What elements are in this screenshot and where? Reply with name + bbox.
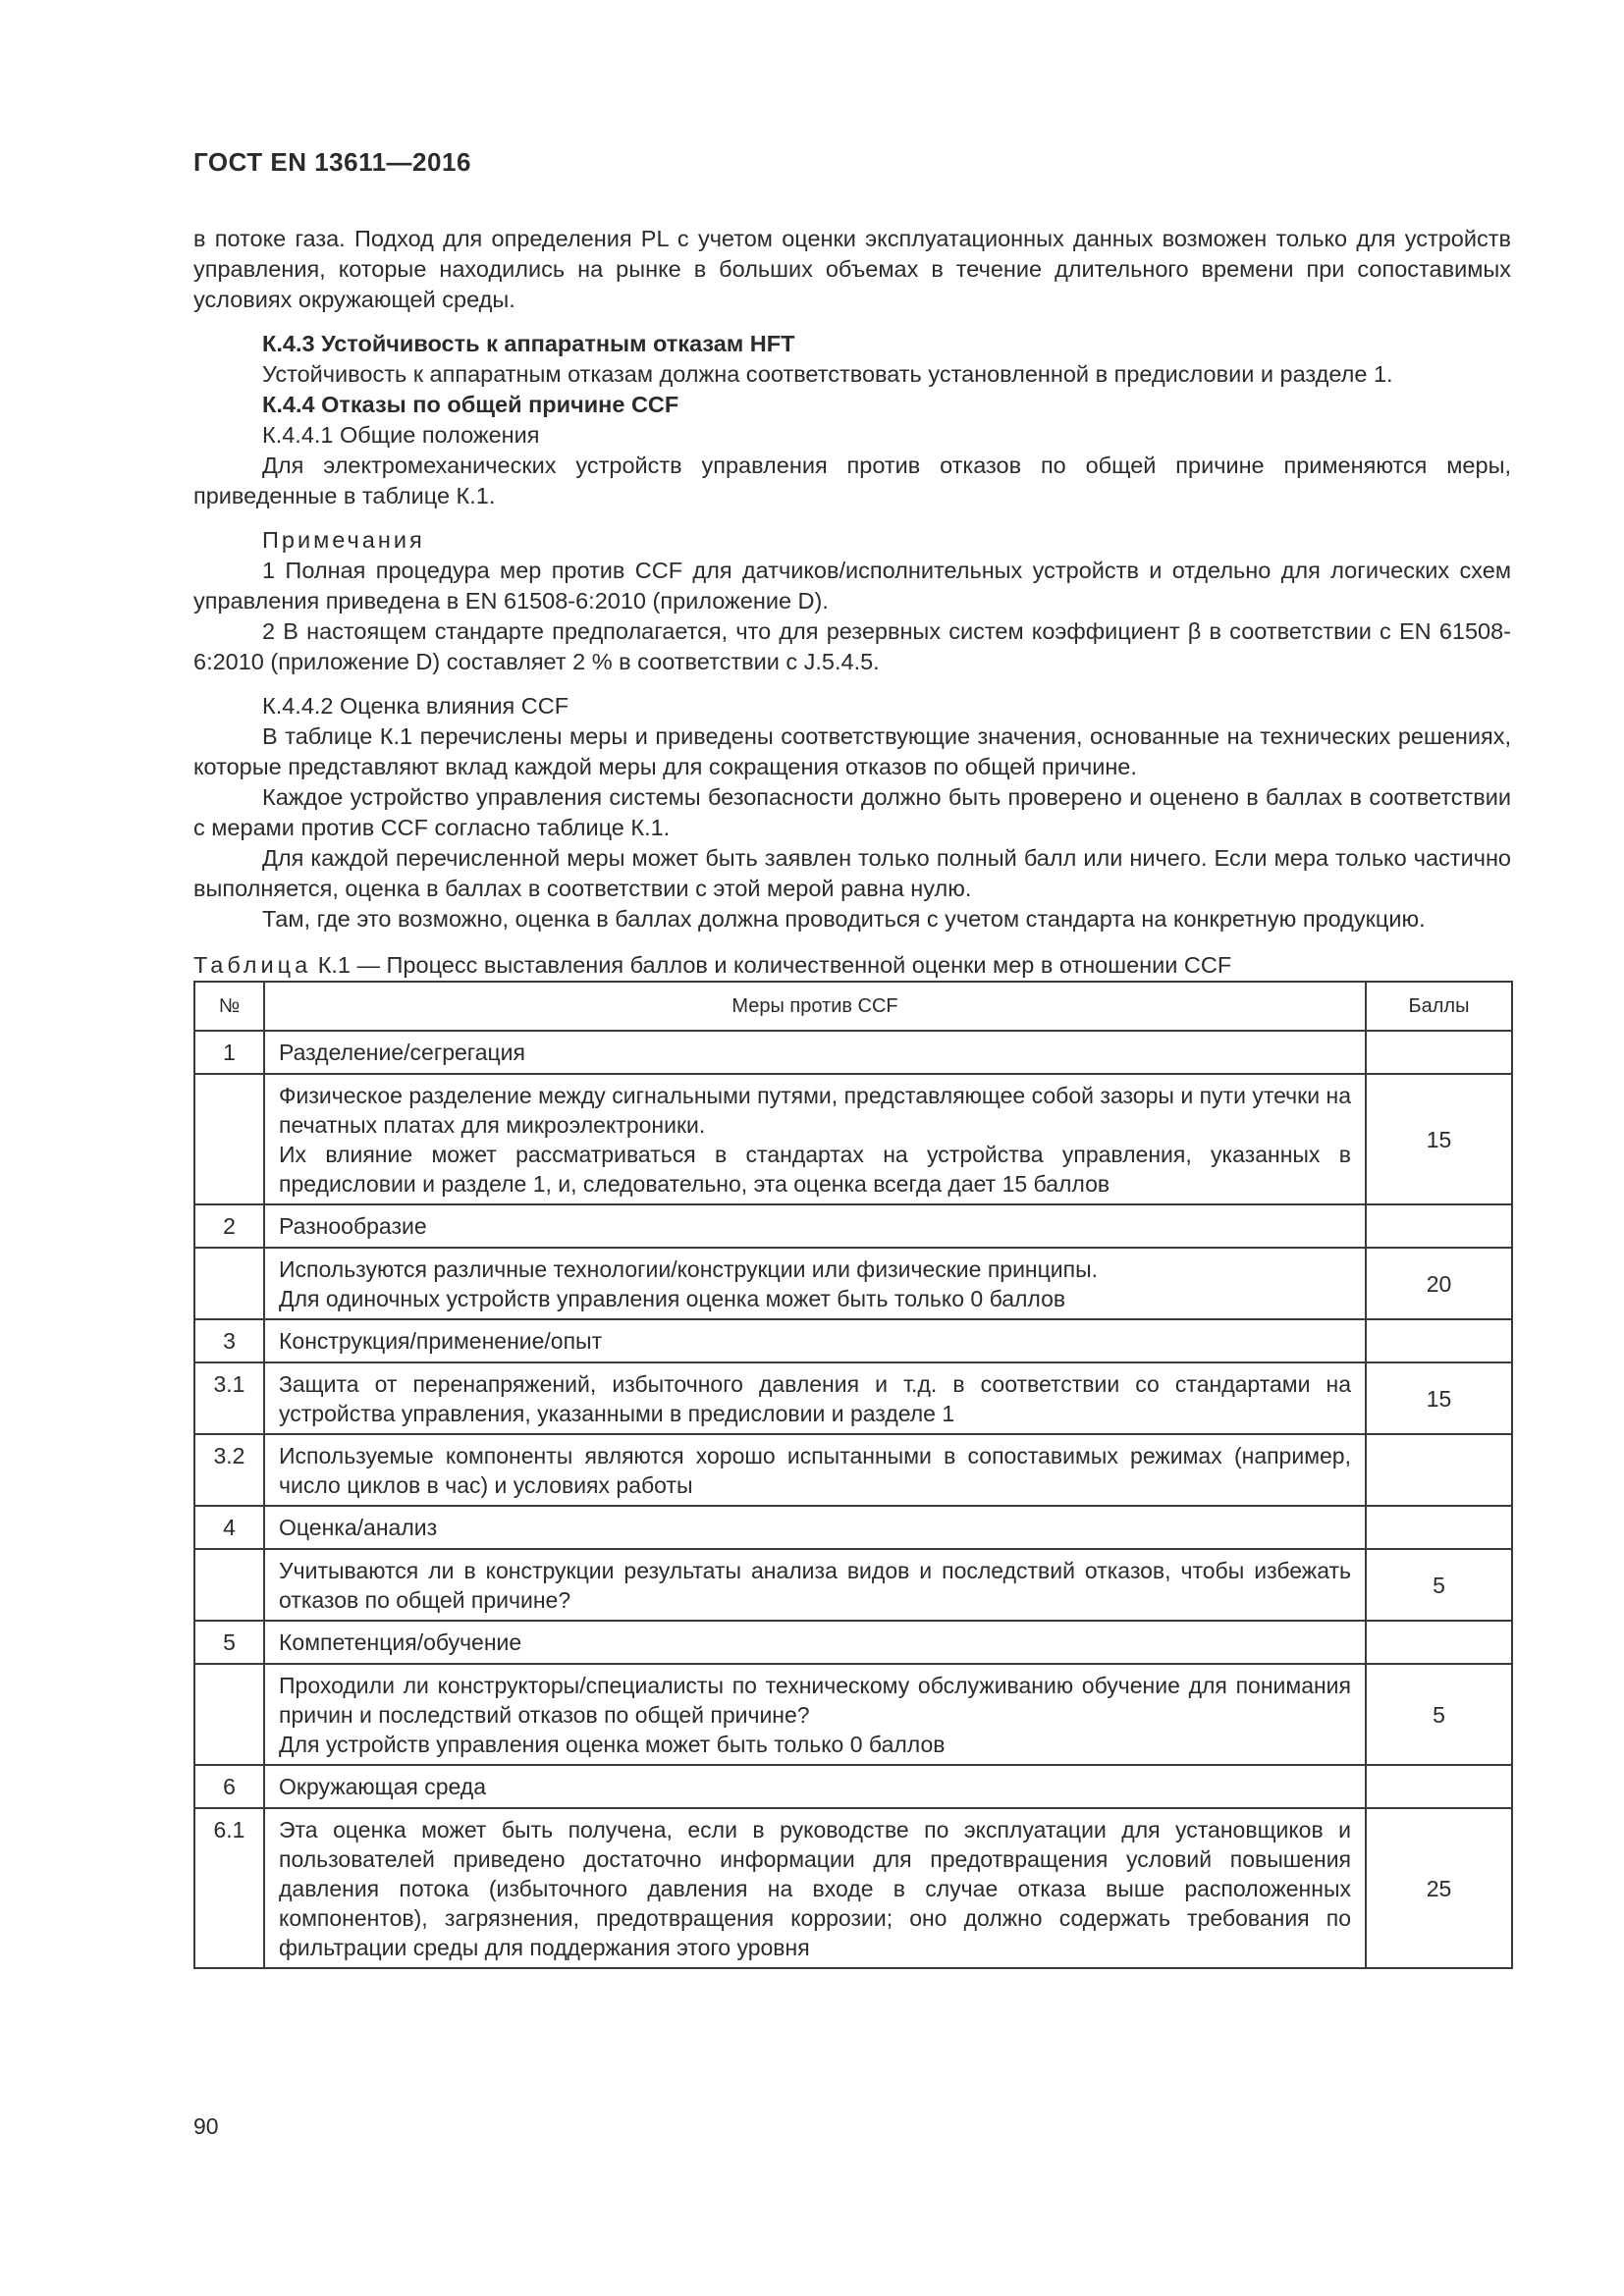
section-k43-heading: К.4.3 Устойчивость к аппаратным отказам HFT (262, 331, 795, 356)
row-measure: Компетенция/обучение (264, 1621, 1366, 1664)
row-number (194, 1549, 264, 1621)
row-number: 4 (194, 1506, 264, 1549)
table-caption-text: К.1 — Процесс выставления баллов и количественной оценки мер в отношении CCF (317, 952, 1232, 978)
row-score: 25 (1366, 1808, 1512, 1968)
table-row (194, 1808, 1512, 1968)
table-header-row (194, 982, 1512, 1031)
row-number: 2 (194, 1204, 264, 1248)
note-1: 1 Полная процедура мер против CCF для датчиков/исполнительных устройств и отдельно для логических схем управления приведена в EN 61508-6:2010 (приложение D). (193, 558, 1511, 614)
table-row (194, 1248, 1512, 1319)
note-2: 2 В настоящем стандарте предполагается, что для резервных систем коэффициент β в соответствии с EN 61508-6:2010 (приложение D) составляет 2 % в соответствии с J.5.4.5. (193, 618, 1511, 674)
table-row (194, 1664, 1512, 1765)
section-k441-heading: К.4.4.1 Общие положения (262, 422, 540, 448)
paragraph-3: Для каждой перечисленной меры может быть заявлен только полный балл или ничего. Если мера только частично выполняется, оценка в баллах в соответствии с этой мерой равна нулю. (193, 845, 1511, 901)
row-number: 6.1 (194, 1808, 264, 1968)
row-score: 15 (1366, 1362, 1512, 1434)
row-number: 3 (194, 1319, 264, 1362)
intro-paragraph: в потоке газа. Подход для определения PL с учетом оценки эксплуатационных данных возможен только для устройств управления, которые находились на рынке в больших объемах в течение длительного времени при сопоставимых условиях окружающей среды. (193, 226, 1511, 312)
row-measure: Проходили ли конструкторы/специалисты по техническому обслуживанию обучение для понимания причин и последствий отказов по общей причине? Для устройств управления оценка может быть только 0 баллов (264, 1664, 1366, 1765)
row-measure: Конструкция/применение/опыт (264, 1319, 1366, 1362)
table-body (194, 1031, 1512, 1968)
row-measure: Учитываются ли в конструкции результаты анализа видов и последствий отказов, чтобы избежать отказов по общей причине? (264, 1549, 1366, 1621)
row-measure: Окружающая среда (264, 1765, 1366, 1808)
header-num: № (194, 982, 264, 1031)
page-number: 90 (193, 2113, 219, 2139)
header-measure: Меры против CCF (264, 982, 1366, 1031)
row-measure: Разнообразие (264, 1204, 1366, 1248)
row-score: 5 (1366, 1664, 1512, 1765)
header-score: Баллы (1366, 982, 1512, 1031)
row-number (194, 1248, 264, 1319)
section-k442-heading: К.4.4.2 Оценка влияния CCF (262, 693, 569, 719)
row-measure: Оценка/анализ (264, 1506, 1366, 1549)
row-number: 6 (194, 1765, 264, 1808)
row-measure: Используемые компоненты являются хорошо испытанными в сопоставимых режимах (например, число циклов в час) и условиях работы (264, 1434, 1366, 1506)
standard-title: ГОСТ EN 13611—2016 (193, 147, 471, 177)
row-score: 15 (1366, 1074, 1512, 1204)
paragraph-2: Каждое устройство управления системы безопасности должно быть проверено и оценено в баллах в соответствии с мерами против CCF согласно таблице К.1. (193, 784, 1511, 840)
row-score (1366, 1204, 1512, 1248)
row-number: 3.2 (194, 1434, 264, 1506)
table-row (194, 1319, 1512, 1362)
row-measure: Эта оценка может быть получена, если в руководстве по эксплуатации для установщиков и пользователей приведено достаточно информации для предотвращения условий повышения давления потока (избыточного давления на входе в случае отказа выше расположенных компонентов), загрязнения, предотвращения коррозии; оно должно содержать требования по фильтрации среды для поддержания этого уровня (264, 1808, 1366, 1968)
row-measure: Физическое разделение между сигнальными путями, представляющее собой зазоры и пути утечки на печатных платах для микроэлектроники. Их влияние может рассматриваться в стандартах на устройства управления, указанных в предисловии и разделе 1, и, следовательно, эта оценка всегда дает 15 баллов (264, 1074, 1366, 1204)
table-row (194, 1549, 1512, 1621)
paragraph-4: Там, где это возможно, оценка в баллах должна проводиться с учетом стандарта на конкретную продукцию. (262, 906, 1426, 932)
section-k43-text: Устойчивость к аппаратным отказам должна соответствовать установленной в предисловии и разделе 1. (262, 361, 1393, 387)
row-score (1366, 1319, 1512, 1362)
row-score: 5 (1366, 1549, 1512, 1621)
row-score (1366, 1621, 1512, 1664)
row-number: 5 (194, 1621, 264, 1664)
row-number: 1 (194, 1031, 264, 1074)
table-row (194, 1362, 1512, 1434)
table-caption-label: Таблица (193, 952, 312, 978)
table-row (194, 1434, 1512, 1506)
row-number (194, 1664, 264, 1765)
table-caption (193, 950, 1511, 981)
row-score (1366, 1765, 1512, 1808)
table-row (194, 1621, 1512, 1664)
table-row (194, 1765, 1512, 1808)
row-measure: Защита от перенапряжений, избыточного давления и т.д. в соответствии со стандартами на устройства управления, указанными в предисловии и разделе 1 (264, 1362, 1366, 1434)
row-measure: Используются различные технологии/конструкции или физические принципы. Для одиночных устройств управления оценка может быть только 0 баллов (264, 1248, 1366, 1319)
section-k44-heading: К.4.4 Отказы по общей причине CCF (262, 392, 679, 417)
notes-heading: Примечания (262, 527, 425, 553)
row-score (1366, 1506, 1512, 1549)
row-score (1366, 1434, 1512, 1506)
table-row (194, 1204, 1512, 1248)
row-measure: Разделение/сегрегация (264, 1031, 1366, 1074)
row-number: 3.1 (194, 1362, 264, 1434)
table-row (194, 1031, 1512, 1074)
table-row (194, 1506, 1512, 1549)
row-score (1366, 1031, 1512, 1074)
section-k441-text: Для электромеханических устройств управления против отказов по общей причине применяются меры, приведенные в таблице К.1. (193, 453, 1511, 508)
ccf-table (193, 981, 1513, 1969)
document-body (193, 224, 1511, 1969)
row-number (194, 1074, 264, 1204)
row-score: 20 (1366, 1248, 1512, 1319)
table-row (194, 1074, 1512, 1204)
paragraph-1: В таблице К.1 перечислены меры и приведены соответствующие значения, основанные на технических решениях, которые представляют вклад каждой меры для сокращения отказов по общей причине. (193, 723, 1511, 779)
